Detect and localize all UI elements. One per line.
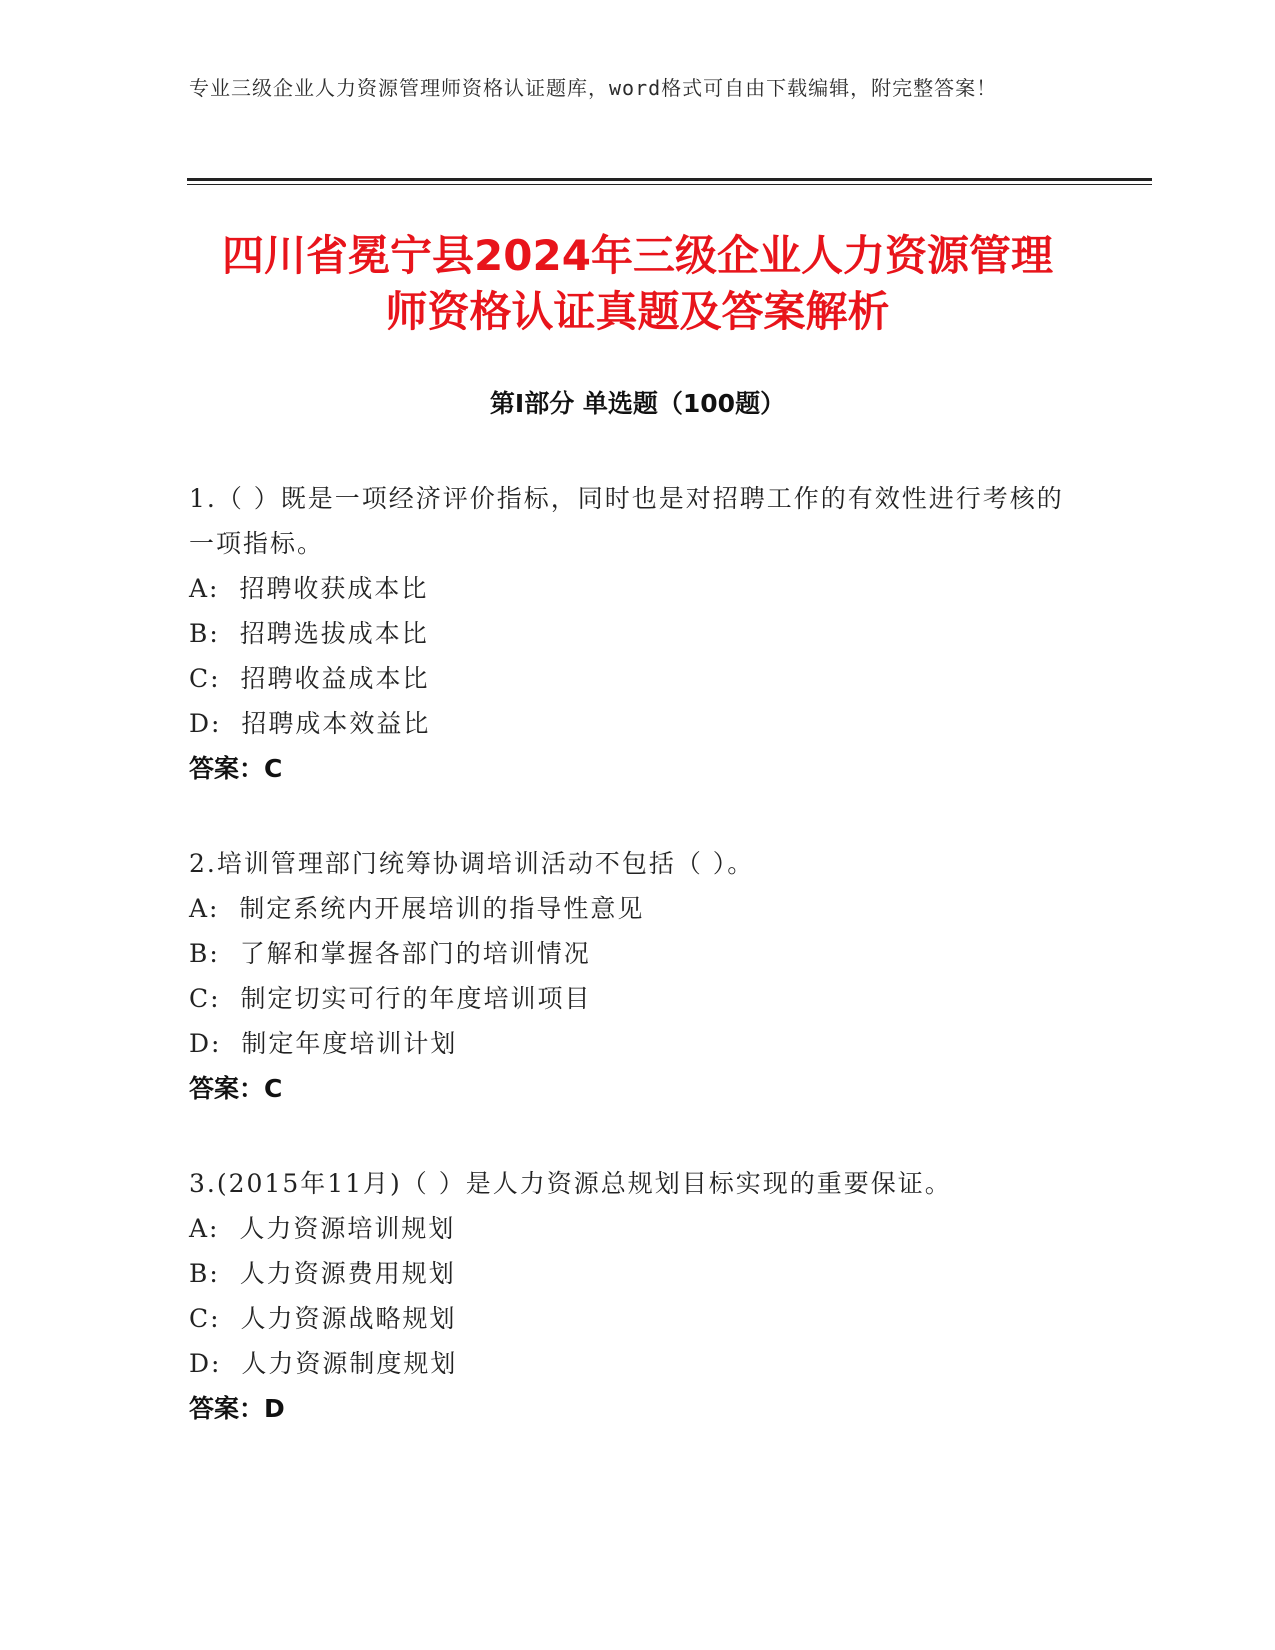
- option-a: A: 制定系统内开展培训的指导性意见: [189, 894, 645, 923]
- question-stem: 3.(2015年11月)（ ）是人力资源总规划目标实现的重要保证。: [189, 1169, 952, 1198]
- question-stem: 1.（ ）既是一项经济评价指标，同时也是对招聘工作的有效性进行考核的一项指标。: [189, 484, 1064, 558]
- option-d: D: 招聘成本效益比: [189, 709, 431, 738]
- option-b: B: 人力资源费用规划: [189, 1259, 456, 1288]
- option-b: B: 了解和掌握各部门的培训情况: [189, 939, 591, 968]
- document-title-line-1: 四川省冕宁县2024年三级企业人力资源管理: [222, 231, 1053, 280]
- question-2: [189, 841, 1079, 1111]
- option-b: B: 招聘选拔成本比: [189, 619, 429, 648]
- question-1: [189, 476, 1079, 791]
- option-c: C: 人力资源战略规划: [189, 1304, 457, 1333]
- header-rule-thick: [187, 178, 1152, 181]
- section-title: 第Ⅰ部分 单选题（100题）: [489, 389, 786, 418]
- question-3: [189, 1161, 1079, 1431]
- question-list: [189, 476, 1079, 1481]
- answer: 答案：C: [189, 1074, 283, 1103]
- document-title-line-2: 师资格认证真题及答案解析: [385, 287, 890, 336]
- option-d: D: 制定年度培训计划: [189, 1029, 458, 1058]
- option-a: A: 人力资源培训规划: [189, 1214, 456, 1243]
- option-c: C: 制定切实可行的年度培训项目: [189, 984, 592, 1013]
- answer: 答案：D: [189, 1394, 285, 1423]
- header-rule-thin: [187, 184, 1152, 185]
- header-note: 专业三级企业人力资源管理师资格认证题库，word格式可自由下载编辑，附完整答案！: [189, 76, 998, 100]
- answer: 答案：C: [189, 754, 283, 783]
- document-title: [150, 228, 1125, 340]
- option-a: A: 招聘收获成本比: [189, 574, 429, 603]
- option-c: C: 招聘收益成本比: [189, 664, 430, 693]
- option-d: D: 人力资源制度规划: [189, 1349, 458, 1378]
- question-stem: 2.培训管理部门统筹协调培训活动不包括（ ）。: [189, 849, 755, 878]
